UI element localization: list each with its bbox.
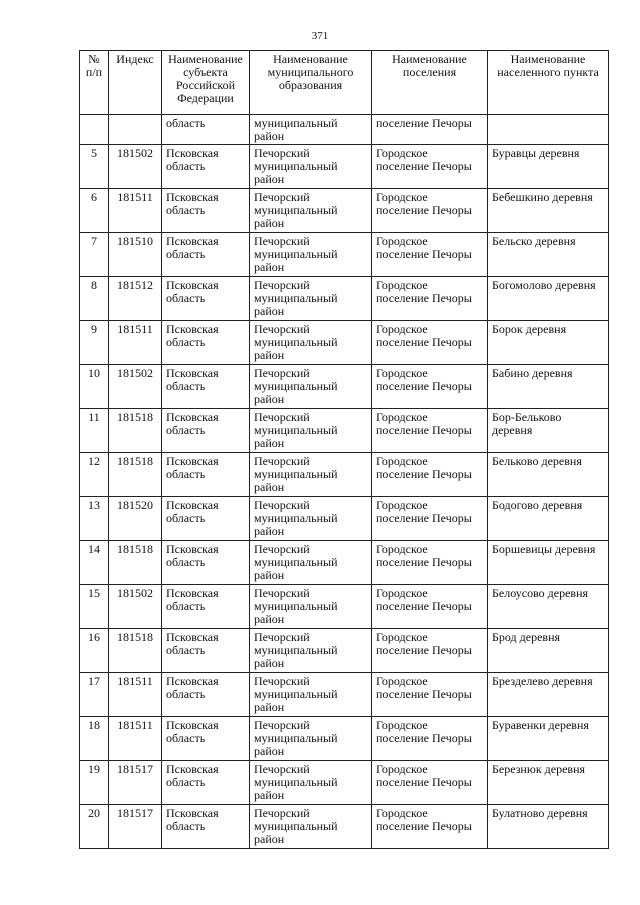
cell-settlement: Городское поселение Печоры bbox=[372, 717, 488, 761]
cell-number: 9 bbox=[80, 321, 109, 365]
cell-subject: Псковская область bbox=[162, 717, 250, 761]
cell-municipality: Печорский муниципальный район bbox=[250, 233, 372, 277]
table-row bbox=[80, 233, 609, 277]
cell-municipality: Печорский муниципальный район bbox=[250, 189, 372, 233]
cell-settlement: Городское поселение Печоры bbox=[372, 805, 488, 849]
table-body bbox=[80, 115, 609, 849]
cell-settlement: поселение Печоры bbox=[372, 115, 488, 145]
cell-municipality: Печорский муниципальный район bbox=[250, 761, 372, 805]
table-row bbox=[80, 365, 609, 409]
cell-subject: Псковская область bbox=[162, 497, 250, 541]
cell-municipality: Печорский муниципальный район bbox=[250, 145, 372, 189]
cell-number: 12 bbox=[80, 453, 109, 497]
cell-subject: Псковская область bbox=[162, 233, 250, 277]
page-number: 371 bbox=[311, 30, 329, 42]
cell-number: 5 bbox=[80, 145, 109, 189]
localities-table bbox=[79, 50, 609, 849]
cell-settlement: Городское поселение Печоры bbox=[372, 277, 488, 321]
cell-municipality: Печорский муниципальный район bbox=[250, 497, 372, 541]
cell-subject: Псковская область bbox=[162, 409, 250, 453]
cell-index: 181518 bbox=[109, 629, 162, 673]
cell-settlement: Городское поселение Печоры bbox=[372, 761, 488, 805]
cell-locality: Бельково деревня bbox=[488, 453, 609, 497]
table-row bbox=[80, 277, 609, 321]
cell-subject: Псковская область bbox=[162, 805, 250, 849]
cell-number: 18 bbox=[80, 717, 109, 761]
header-locality: Наименование населенного пункта bbox=[488, 51, 609, 115]
table-row bbox=[80, 805, 609, 849]
cell-municipality: Печорский муниципальный район bbox=[250, 453, 372, 497]
header-municipality: Наименование муниципального образования bbox=[250, 51, 372, 115]
cell-locality: Булатново деревня bbox=[488, 805, 609, 849]
header-subject: Наименование субъекта Российской Федерации bbox=[162, 51, 250, 115]
cell-subject: Псковская область bbox=[162, 453, 250, 497]
cell-locality: Бабино деревня bbox=[488, 365, 609, 409]
table-row bbox=[80, 145, 609, 189]
cell-municipality: Печорский муниципальный район bbox=[250, 585, 372, 629]
cell-locality: Бебешкино деревня bbox=[488, 189, 609, 233]
cell-index: 181517 bbox=[109, 761, 162, 805]
cell-municipality: Печорский муниципальный район bbox=[250, 673, 372, 717]
cell-index: 181502 bbox=[109, 145, 162, 189]
cell-settlement: Городское поселение Печоры bbox=[372, 409, 488, 453]
cell-settlement: Городское поселение Печоры bbox=[372, 321, 488, 365]
cell-settlement: Городское поселение Печоры bbox=[372, 365, 488, 409]
cell-index: 181502 bbox=[109, 585, 162, 629]
cell-municipality: Печорский муниципальный район bbox=[250, 409, 372, 453]
cell-subject: Псковская область bbox=[162, 365, 250, 409]
header-number: № п/п bbox=[80, 51, 109, 115]
table-row bbox=[80, 585, 609, 629]
cell-subject: область bbox=[162, 115, 250, 145]
table-row bbox=[80, 541, 609, 585]
cell-settlement: Городское поселение Печоры bbox=[372, 233, 488, 277]
cell-municipality: Печорский муниципальный район bbox=[250, 629, 372, 673]
cell-number: 10 bbox=[80, 365, 109, 409]
cell-settlement: Городское поселение Печоры bbox=[372, 629, 488, 673]
cell-locality: Буравцы деревня bbox=[488, 145, 609, 189]
table-row bbox=[80, 673, 609, 717]
cell-number: 15 bbox=[80, 585, 109, 629]
cell-locality: Борок деревня bbox=[488, 321, 609, 365]
cell-number: 17 bbox=[80, 673, 109, 717]
table-row bbox=[80, 321, 609, 365]
cell-number: 8 bbox=[80, 277, 109, 321]
cell-locality: Боршевицы деревня bbox=[488, 541, 609, 585]
cell-number: 20 bbox=[80, 805, 109, 849]
cell-index: 181511 bbox=[109, 189, 162, 233]
continuation-row bbox=[80, 115, 609, 145]
header-row bbox=[80, 51, 609, 115]
cell-index: 181518 bbox=[109, 409, 162, 453]
cell-locality: Березнюк деревня bbox=[488, 761, 609, 805]
cell-subject: Псковская область bbox=[162, 145, 250, 189]
cell-index: 181502 bbox=[109, 365, 162, 409]
cell-locality: Бор-Бельково деревня bbox=[488, 409, 609, 453]
cell-municipality: Печорский муниципальный район bbox=[250, 805, 372, 849]
cell-index: 181510 bbox=[109, 233, 162, 277]
table-row bbox=[80, 409, 609, 453]
cell-settlement: Городское поселение Печоры bbox=[372, 541, 488, 585]
cell-municipality: Печорский муниципальный район bbox=[250, 365, 372, 409]
cell-number: 19 bbox=[80, 761, 109, 805]
cell-subject: Псковская область bbox=[162, 541, 250, 585]
cell-municipality: Печорский муниципальный район bbox=[250, 277, 372, 321]
cell-number: 14 bbox=[80, 541, 109, 585]
header-settlement: Наименование поселения bbox=[372, 51, 488, 115]
cell-settlement: Городское поселение Печоры bbox=[372, 585, 488, 629]
cell-number bbox=[80, 115, 109, 145]
cell-municipality: Печорский муниципальный район bbox=[250, 321, 372, 365]
cell-municipality: муниципальный район bbox=[250, 115, 372, 145]
cell-locality: Бельско деревня bbox=[488, 233, 609, 277]
cell-number: 13 bbox=[80, 497, 109, 541]
cell-settlement: Городское поселение Печоры bbox=[372, 145, 488, 189]
cell-subject: Псковская область bbox=[162, 673, 250, 717]
cell-index: 181511 bbox=[109, 673, 162, 717]
cell-locality: Богомолово деревня bbox=[488, 277, 609, 321]
cell-subject: Псковская область bbox=[162, 189, 250, 233]
cell-municipality: Печорский муниципальный район bbox=[250, 717, 372, 761]
cell-index: 181512 bbox=[109, 277, 162, 321]
table-row bbox=[80, 453, 609, 497]
cell-settlement: Городское поселение Печоры bbox=[372, 673, 488, 717]
cell-subject: Псковская область bbox=[162, 585, 250, 629]
table-row bbox=[80, 629, 609, 673]
table-header bbox=[80, 51, 609, 115]
cell-locality: Буравенки деревня bbox=[488, 717, 609, 761]
cell-index: 181517 bbox=[109, 805, 162, 849]
cell-subject: Псковская область bbox=[162, 629, 250, 673]
cell-locality: Бодогово деревня bbox=[488, 497, 609, 541]
header-index: Индекс bbox=[109, 51, 162, 115]
cell-locality: Брезделево деревня bbox=[488, 673, 609, 717]
cell-number: 11 bbox=[80, 409, 109, 453]
cell-index bbox=[109, 115, 162, 145]
cell-index: 181511 bbox=[109, 717, 162, 761]
cell-index: 181520 bbox=[109, 497, 162, 541]
table-row bbox=[80, 189, 609, 233]
cell-subject: Псковская область bbox=[162, 321, 250, 365]
cell-index: 181518 bbox=[109, 541, 162, 585]
cell-index: 181511 bbox=[109, 321, 162, 365]
cell-municipality: Печорский муниципальный район bbox=[250, 541, 372, 585]
cell-settlement: Городское поселение Печоры bbox=[372, 453, 488, 497]
cell-number: 7 bbox=[80, 233, 109, 277]
cell-locality: Брод деревня bbox=[488, 629, 609, 673]
table-row bbox=[80, 497, 609, 541]
cell-locality: Белоусово деревня bbox=[488, 585, 609, 629]
table-row bbox=[80, 761, 609, 805]
cell-number: 6 bbox=[80, 189, 109, 233]
cell-settlement: Городское поселение Печоры bbox=[372, 497, 488, 541]
cell-subject: Псковская область bbox=[162, 761, 250, 805]
cell-locality bbox=[488, 115, 609, 145]
cell-index: 181518 bbox=[109, 453, 162, 497]
table-row bbox=[80, 717, 609, 761]
cell-settlement: Городское поселение Печоры bbox=[372, 189, 488, 233]
cell-subject: Псковская область bbox=[162, 277, 250, 321]
cell-number: 16 bbox=[80, 629, 109, 673]
